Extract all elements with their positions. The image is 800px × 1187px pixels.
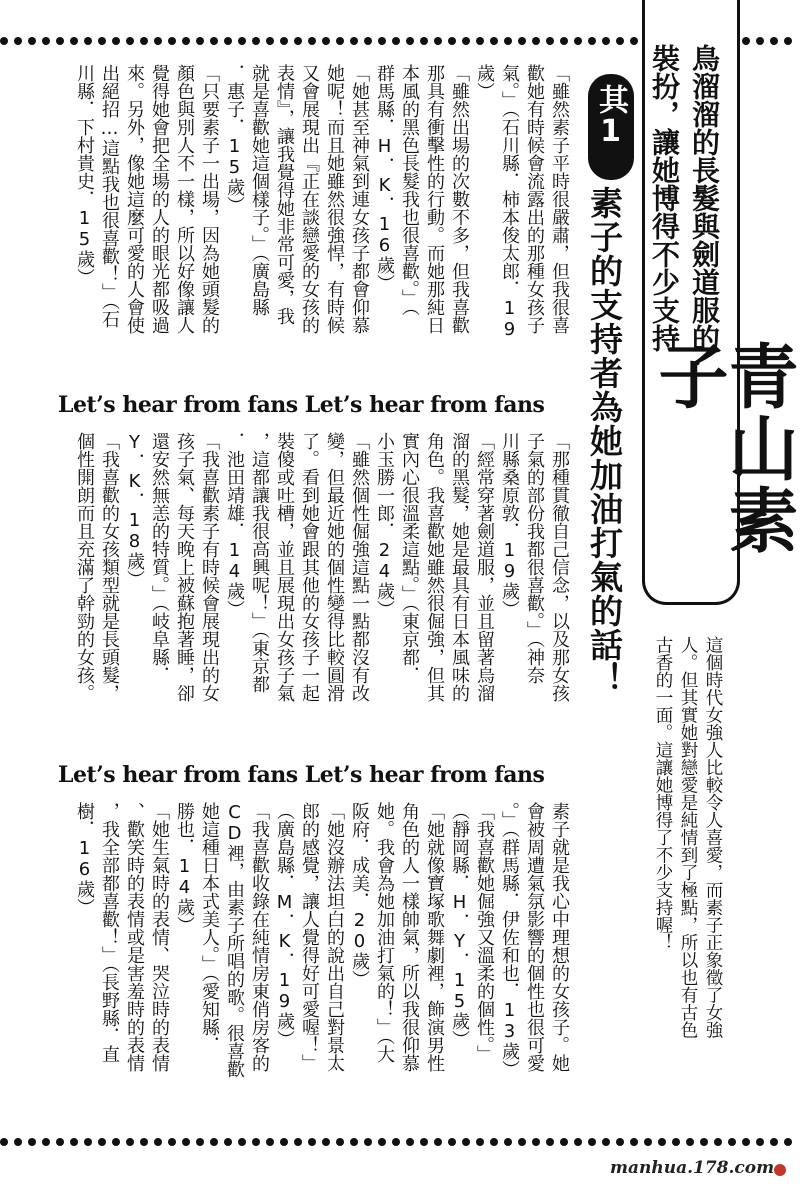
comment-line: 那具有衝擊性的行動。而她那純日 xyxy=(424,64,445,334)
subtitle-line-2: 裝扮，讓她博得不少支持 xyxy=(648,44,681,352)
comment-line: 歡她有時候會流露出的那種女孩子 xyxy=(524,64,545,334)
comment-line: 出絕招…這點我也很喜歡！」（石 xyxy=(99,64,120,328)
page-title: 青山素子 xyxy=(647,340,799,556)
comment-line: 「她沒辦法坦白的說出自己對景太 xyxy=(324,802,345,1072)
comment-line: 「雖然個性倔強這點一點都沒有改 xyxy=(349,432,370,702)
comment-line: 「她生氣時的表情、哭泣時的表情 xyxy=(149,802,170,1072)
comment-line: 變，但最近她的個性變得比較圓滑 xyxy=(324,432,345,702)
comment-line: 「雖然素子平時很嚴肅，但我很喜 xyxy=(549,64,570,334)
intro-line: 這個時代女強人比較令人喜愛，而素子正象徵了女強 xyxy=(703,636,723,1039)
comment-line: 「我喜歡素子有時候會展現出的女 xyxy=(199,432,220,702)
intro-text xyxy=(648,636,723,1039)
comment-line: ，這都讓我很高興呢！」（東京都 xyxy=(249,432,270,693)
comment-line: 群馬縣．H．K．16歲） xyxy=(374,64,395,292)
intro-line: 人。但其實她對戀愛是純情到了極點，所以也有古色 xyxy=(678,636,698,1039)
comment-line: ，我全部都喜歡！」（長野縣．直 xyxy=(99,802,120,1063)
subtitle-line-1: 鳥溜溜的長髮與劍道服的 xyxy=(688,44,721,352)
comment-line: 表情』，讓我覺得她非常可愛，我 xyxy=(274,64,295,325)
comment-line: 郎的感覺，讓人覺得好可愛喔！」 xyxy=(299,802,320,1072)
comment-line: 還安然無恙的特質。」（岐阜縣． xyxy=(149,432,170,684)
comment-line: 來。另外，像她這麼可愛的人會使 xyxy=(124,64,145,334)
badge-label: 其1 xyxy=(593,84,628,149)
comment-line: 溜的黑髮，她是最具有日本風味的 xyxy=(449,432,470,702)
comment-line: 歲） xyxy=(474,64,495,100)
comment-line: 勝也．14歲） xyxy=(174,802,195,934)
comment-line: 覺得她會把全場的人的眼光都吸過 xyxy=(149,64,170,334)
fan-comments-section-3 xyxy=(70,802,570,1078)
comment-line: ．池田靖雄．14歲） xyxy=(224,432,245,618)
intro-line: 古香的一面。這讓她博得了不少支持喔！ xyxy=(653,636,673,951)
comment-line: Y．K．18歲） xyxy=(124,432,145,588)
comment-line: 「經常穿著劍道服，並且留著烏溜 xyxy=(474,432,495,702)
fan-comments-section-2 xyxy=(70,432,570,702)
comment-line: 會被周遭氣氛影響的個性也很可愛 xyxy=(524,802,545,1072)
flower-icon xyxy=(774,1164,786,1176)
comment-line: 了。看到她會跟其他的女孩子一起 xyxy=(299,432,320,702)
comment-line: 小玉勝一郎．24歲） xyxy=(374,432,395,618)
comment-line: 「她就像寶塚歌舞劇裡，飾演男性 xyxy=(424,802,445,1072)
comment-line: 子氣的部份我都很喜歡。」（神奈 xyxy=(524,432,545,684)
comment-line: 孩子氣、每天晚上被蘇抱著睡，卻 xyxy=(174,432,195,702)
comment-line: 。」（群馬縣．伊佐和也．13歲） xyxy=(499,802,520,1078)
comment-line: 角色。我喜歡她雖然很倔強，但其 xyxy=(424,432,445,702)
comment-line: 川縣桑原敦．19歲） xyxy=(499,432,520,618)
comment-line: 就是喜歡她這個樣子。」（廣島縣 xyxy=(249,64,270,316)
fans-banner-2: Let’s hear from fans Let’s hear from fans xyxy=(58,762,545,788)
comment-line: 「她甚至神氣到連女孩子都會仰慕 xyxy=(349,64,370,334)
comment-line: 又會展現出『正在談戀愛的女孩的 xyxy=(299,64,320,334)
comment-line: 「雖然出場的次數不多，但我喜歡 xyxy=(449,64,470,334)
fan-comments-section-1 xyxy=(70,64,570,340)
comment-line: 素子就是我心中理想的女孩子。她 xyxy=(549,802,570,1072)
comment-line: CD裡，由素子所唱的歌。很喜歡 xyxy=(224,802,245,1078)
comment-line: 「那種貫徹自己信念，以及那女孩 xyxy=(549,432,570,702)
comment-line: ．惠子．15歲） xyxy=(224,64,245,214)
comment-line: 實內心很溫柔這點。」（東京都． xyxy=(399,432,420,684)
comment-line: 川縣．下村貴史．15歲） xyxy=(74,64,95,286)
comment-line: 顏色與別人不一樣，所以好像讓人 xyxy=(174,64,195,334)
comment-line: 本風的黑色長髮我也很喜歡。」（ xyxy=(399,64,420,316)
section-badge xyxy=(588,74,634,180)
comment-line: 樹．16歲） xyxy=(74,802,95,916)
watermark: manhua.178.com xyxy=(610,1158,775,1178)
comment-line: 「我喜歡她倔強又溫柔的個性。」 xyxy=(474,802,495,1063)
fans-banner-1: Let’s hear from fans Let’s hear from fans xyxy=(58,392,545,418)
bottom-dotted-rule xyxy=(0,1136,798,1148)
comment-line: 「只要素子一出場，因為她頭髮的 xyxy=(199,64,220,334)
comment-line: 氣。」（石川縣．柿本俊太郎．19 xyxy=(499,64,520,340)
comment-line: 、歡笑時的表情或是害羞時的表情 xyxy=(124,802,145,1072)
comment-line: 個性開朗而且充滿了幹勁的女孩。 xyxy=(74,432,95,702)
comment-line: 阪府．成美．20歲） xyxy=(349,802,370,988)
comment-line: 她呢！而且她雖然很強悍，有時候 xyxy=(324,64,345,334)
comment-line: 裝傻或吐槽，並且展現出女孩子氣 xyxy=(274,432,295,702)
comment-line: 「我喜歡收錄在純情房東俏房客的 xyxy=(249,802,270,1072)
comment-line: 她。我會為她加油打氣的！」（大 xyxy=(374,802,395,1063)
headline: 素子的支持者為她加油打氣的話！ xyxy=(585,186,624,696)
comment-line: 「我喜歡的女孩類型就是長頭髮， xyxy=(99,432,120,702)
comment-line: 她這種日本式美人。」（愛知縣． xyxy=(199,802,220,1054)
comment-line: （靜岡縣．H．Y．15歲） xyxy=(449,802,470,1048)
comment-line: 角色的人一樣帥氣，所以我很仰慕 xyxy=(399,802,420,1072)
comment-line: （廣島縣．M．K．19歲） xyxy=(274,802,295,1048)
